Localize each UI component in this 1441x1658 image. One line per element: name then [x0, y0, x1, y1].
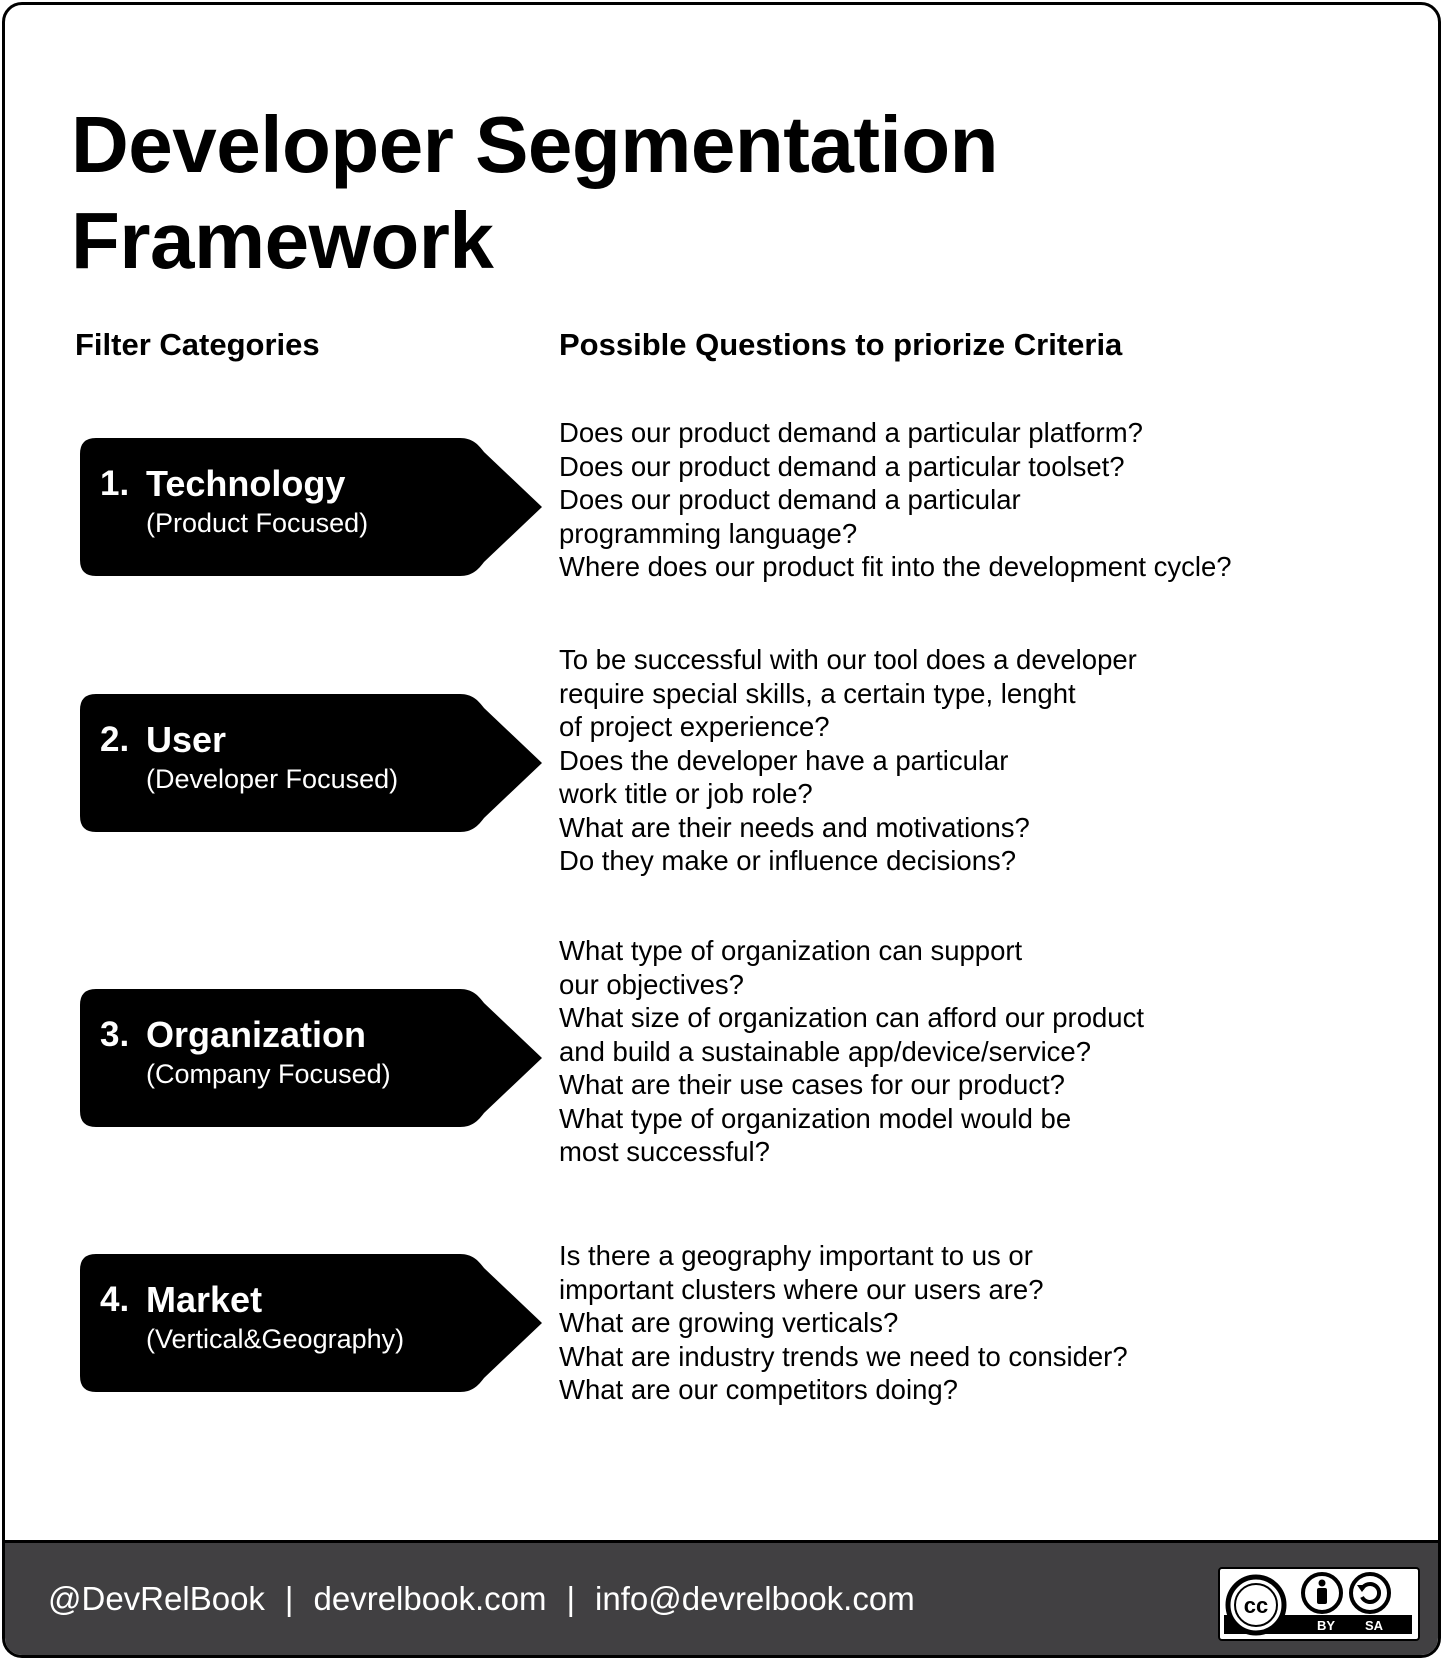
footer-bar [5, 1540, 1438, 1658]
question-line: programming language? [559, 517, 858, 549]
category-focus: (Company Focused) [146, 1059, 391, 1089]
question-line: our objectives? [559, 968, 744, 1000]
category-focus: (Developer Focused) [146, 764, 399, 794]
question-line: work title or job role? [559, 778, 813, 809]
footer-separator: | [284, 1580, 294, 1617]
question-line: Is there a geography important to us or [559, 1240, 1033, 1271]
twitter-handle-link[interactable]: @DevRelBook [48, 1580, 265, 1617]
category-name: User [146, 719, 227, 760]
question-line: What are their needs and motivations? [559, 811, 1030, 843]
category-name: Market [146, 1279, 263, 1320]
question-line: What are growing verticals? [559, 1307, 899, 1338]
category-number: 3. [100, 1015, 130, 1054]
category-name: Technology [146, 463, 346, 504]
question-line: What size of organization can afford our product [559, 1002, 1144, 1033]
question-line: Where does our product fit into the development cycle? [559, 551, 1232, 582]
cc-text: cc [1243, 1593, 1269, 1618]
page-title: Developer Segmentation Framework [71, 100, 999, 285]
question-line: Do they make or influence decisions? [559, 845, 1017, 876]
category-number: 4. [100, 1280, 130, 1319]
footer-separator: | [566, 1580, 576, 1617]
question-line: What are industry trends we need to consider? [559, 1340, 1128, 1372]
question-line: most successful? [559, 1136, 770, 1167]
questions-technology [559, 416, 1409, 584]
category-number: 1. [100, 464, 130, 503]
attribution-icon [1303, 1574, 1341, 1612]
question-line: To be successful with our tool does a developer [559, 644, 1137, 675]
question-line: of project experience? [559, 711, 830, 742]
column-header-filter-categories: Filter Categories [75, 327, 320, 362]
share-alike-icon [1351, 1574, 1389, 1612]
questions-user [559, 643, 1409, 878]
question-line: and build a sustainable app/device/service? [559, 1035, 1092, 1067]
cc-license-badge[interactable] [1218, 1567, 1420, 1641]
email-link[interactable]: info@devrelbook.com [595, 1580, 915, 1617]
questions-organization [559, 934, 1409, 1169]
category-focus: (Product Focused) [146, 508, 369, 538]
question-line: What type of organization can support [559, 935, 1023, 966]
category-tag-market [80, 1254, 545, 1392]
questions-market [559, 1239, 1409, 1407]
license-sa-label: SA [1365, 1618, 1384, 1633]
category-tag-technology [80, 438, 545, 576]
category-tag-user [80, 694, 545, 832]
question-line: important clusters where our users are? [559, 1273, 1044, 1305]
question-line: What type of organization model would be [559, 1102, 1072, 1134]
infographic-frame [2, 2, 1441, 1658]
question-line: Does our product demand a particular [559, 484, 1021, 515]
question-line: require special skills, a certain type, lenght [559, 677, 1076, 709]
column-header-questions: Possible Questions to priorize Criteria [559, 327, 1123, 362]
question-line: What are their use cases for our product? [559, 1069, 1065, 1100]
footer-links [48, 1580, 915, 1618]
license-by-label: BY [1317, 1618, 1336, 1633]
website-link[interactable]: devrelbook.com [313, 1580, 547, 1617]
category-tag-organization [80, 989, 545, 1127]
question-line: Does the developer have a particular [559, 744, 1009, 776]
category-number: 2. [100, 720, 130, 759]
category-focus: (Vertical&Geography) [146, 1324, 405, 1354]
question-line: Does our product demand a particular toolset? [559, 450, 1125, 482]
question-line: What are our competitors doing? [559, 1374, 958, 1405]
question-line: Does our product demand a particular platform? [559, 417, 1143, 448]
category-name: Organization [146, 1014, 367, 1055]
